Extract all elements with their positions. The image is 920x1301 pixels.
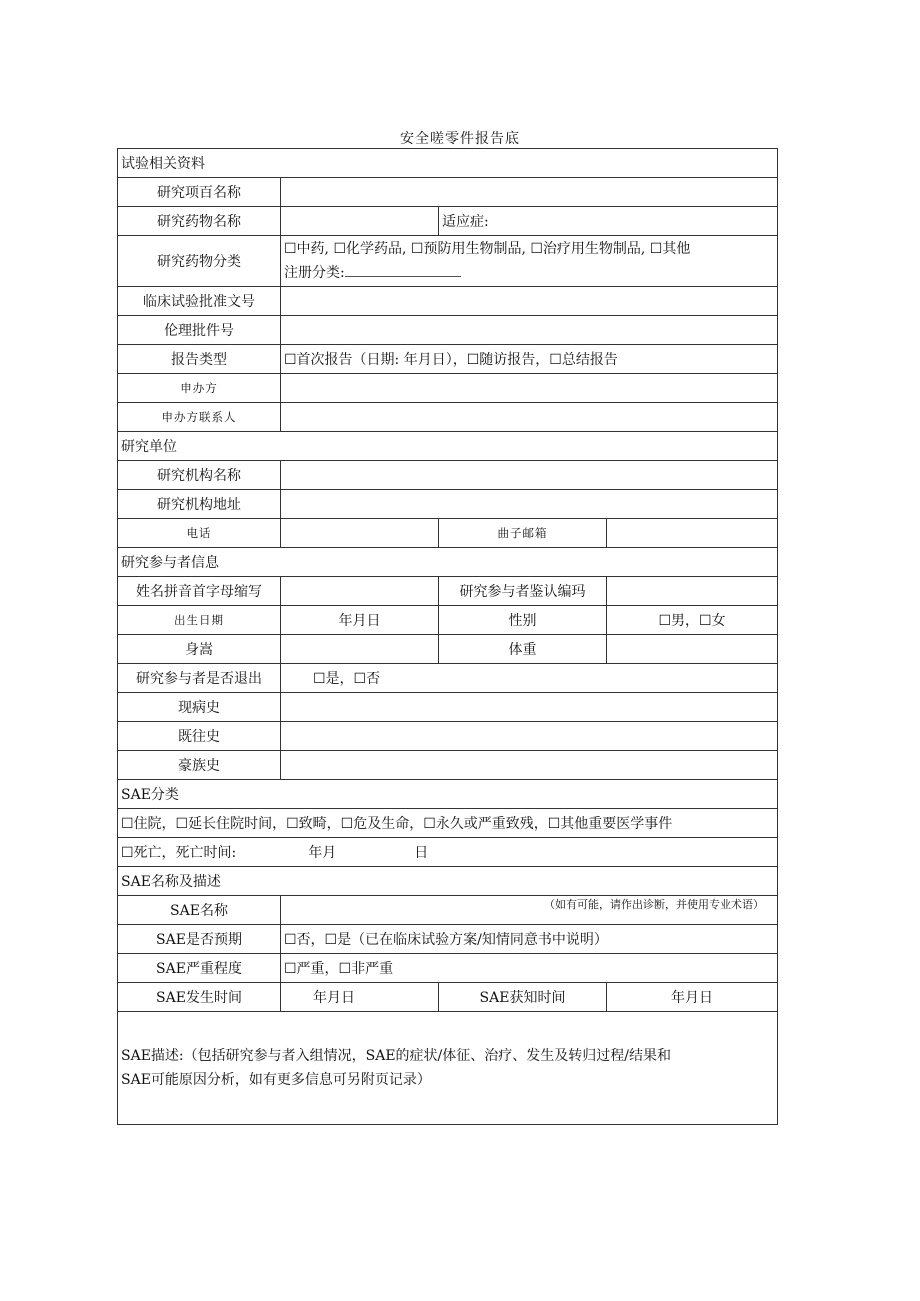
label-drug-name: 研究药物名称 — [118, 207, 281, 236]
label-birth-date: 出生日期 — [118, 606, 281, 635]
section-participant-info: 研究参与者信息 — [118, 548, 778, 577]
field-participant-id[interactable] — [607, 577, 778, 606]
label-project-name: 研究项百名称 — [118, 178, 281, 207]
field-approval-no[interactable] — [281, 287, 778, 316]
field-sae-name[interactable] — [281, 896, 778, 925]
field-institution-name[interactable] — [281, 461, 778, 490]
label-ethics-no: 伦理批件号 — [118, 316, 281, 345]
label-sae-expected: SAE是否预期 — [118, 925, 281, 954]
label-email: 曲子邮箱 — [439, 519, 607, 548]
sex-options[interactable]: ☐男，☐女 — [607, 606, 778, 635]
section-sae-category: SAE分类 — [118, 780, 778, 809]
field-ethics-no[interactable] — [281, 316, 778, 345]
death-label: ☐死亡，死亡时间: — [121, 845, 237, 861]
field-sae-known[interactable]: 年月日 — [607, 983, 778, 1012]
field-institution-addr[interactable] — [281, 490, 778, 519]
label-sae-known: SAE获知时间 — [439, 983, 607, 1012]
death-row[interactable] — [118, 838, 778, 867]
label-report-type: 报告类型 — [118, 345, 281, 374]
label-phone: 电话 — [118, 519, 281, 548]
drug-category-options: ☐中药, ☐化学药品, ☐预防用生物制品, ☐治疗用生物制品, ☐其他 — [284, 241, 691, 257]
label-sponsor: 申办方 — [118, 374, 281, 403]
label-registration-category: 注册分类: — [284, 265, 345, 281]
field-weight[interactable] — [607, 635, 778, 664]
sae-category-options[interactable]: ☐住院，☐延长住院时间，☐致畸，☐危及生命，☐永久或严重致残，☐其他重要医学事件 — [118, 809, 778, 838]
label-family-history: 豪族史 — [118, 751, 281, 780]
label-past-history: 既往史 — [118, 722, 281, 751]
field-family-history[interactable] — [281, 751, 778, 780]
field-initials[interactable] — [281, 577, 439, 606]
label-height: 身嵩 — [118, 635, 281, 664]
sae-description-line2: SAE可能原因分析，如有更多信息可另附页记录） — [121, 1072, 431, 1088]
registration-category-underline[interactable] — [345, 264, 461, 277]
label-institution-name: 研究机构名称 — [118, 461, 281, 490]
label-approval-no: 临床试验批准文号 — [118, 287, 281, 316]
label-participant-id: 研究参与者鉴认编玛 — [439, 577, 607, 606]
field-phone[interactable] — [281, 519, 439, 548]
label-withdrawn: 研究参与者是否退出 — [118, 664, 281, 693]
page-title: 安全嗟零件报告底 — [400, 131, 520, 147]
death-month: 年月 — [308, 845, 337, 861]
field-sae-description[interactable] — [118, 1012, 778, 1125]
label-sae-onset: SAE发生时间 — [118, 983, 281, 1012]
section-research-unit: 研究单位 — [118, 432, 778, 461]
field-height[interactable] — [281, 635, 439, 664]
withdrawn-options[interactable]: ☐是，☐否 — [281, 664, 778, 693]
label-sae-name: SAE名称 — [118, 896, 281, 925]
field-sae-onset[interactable]: 年月日 — [281, 983, 439, 1012]
label-indication: 适应症: — [442, 214, 489, 230]
label-sex: 性别 — [439, 606, 607, 635]
field-drug-category[interactable] — [281, 236, 778, 287]
label-drug-category: 研究药物分类 — [118, 236, 281, 287]
sae-report-form — [117, 148, 778, 1125]
field-sponsor[interactable] — [281, 374, 778, 403]
label-present-history: 现病史 — [118, 693, 281, 722]
sae-expected-options[interactable]: ☐否，☐是（已在临床试验方案/知情同意书中说明） — [281, 925, 778, 954]
sae-name-hint: （如有可能，请作出诊断，并使用专业术语） — [544, 898, 764, 911]
field-indication[interactable] — [439, 207, 778, 236]
section-sae-name-desc: SAE名称及描述 — [118, 867, 778, 896]
label-sponsor-contact: 申办方联系人 — [118, 403, 281, 432]
section-trial-info: 试验相关资料 — [118, 149, 778, 178]
field-past-history[interactable] — [281, 722, 778, 751]
label-weight: 体重 — [439, 635, 607, 664]
death-day: 日 — [414, 845, 429, 861]
field-email[interactable] — [607, 519, 778, 548]
field-sponsor-contact[interactable] — [281, 403, 778, 432]
field-project-name[interactable] — [281, 178, 778, 207]
report-type-options[interactable]: ☐首次报告（日期: 年月日），☐随访报告，☐总结报告 — [281, 345, 778, 374]
label-institution-addr: 研究机构地址 — [118, 490, 281, 519]
sae-description-line1: SAE描述:（包括研究参与者入组情况，SAE的症状/体征、治疗、发生及转归过程/结果和 — [121, 1048, 671, 1064]
label-sae-severity: SAE严重程度 — [118, 954, 281, 983]
field-drug-name[interactable] — [281, 207, 439, 236]
label-initials: 姓名拼音首字母缩写 — [118, 577, 281, 606]
sae-severity-options[interactable]: ☐严重，☐非严重 — [281, 954, 778, 983]
field-present-history[interactable] — [281, 693, 778, 722]
field-birth-date[interactable]: 年月日 — [281, 606, 439, 635]
